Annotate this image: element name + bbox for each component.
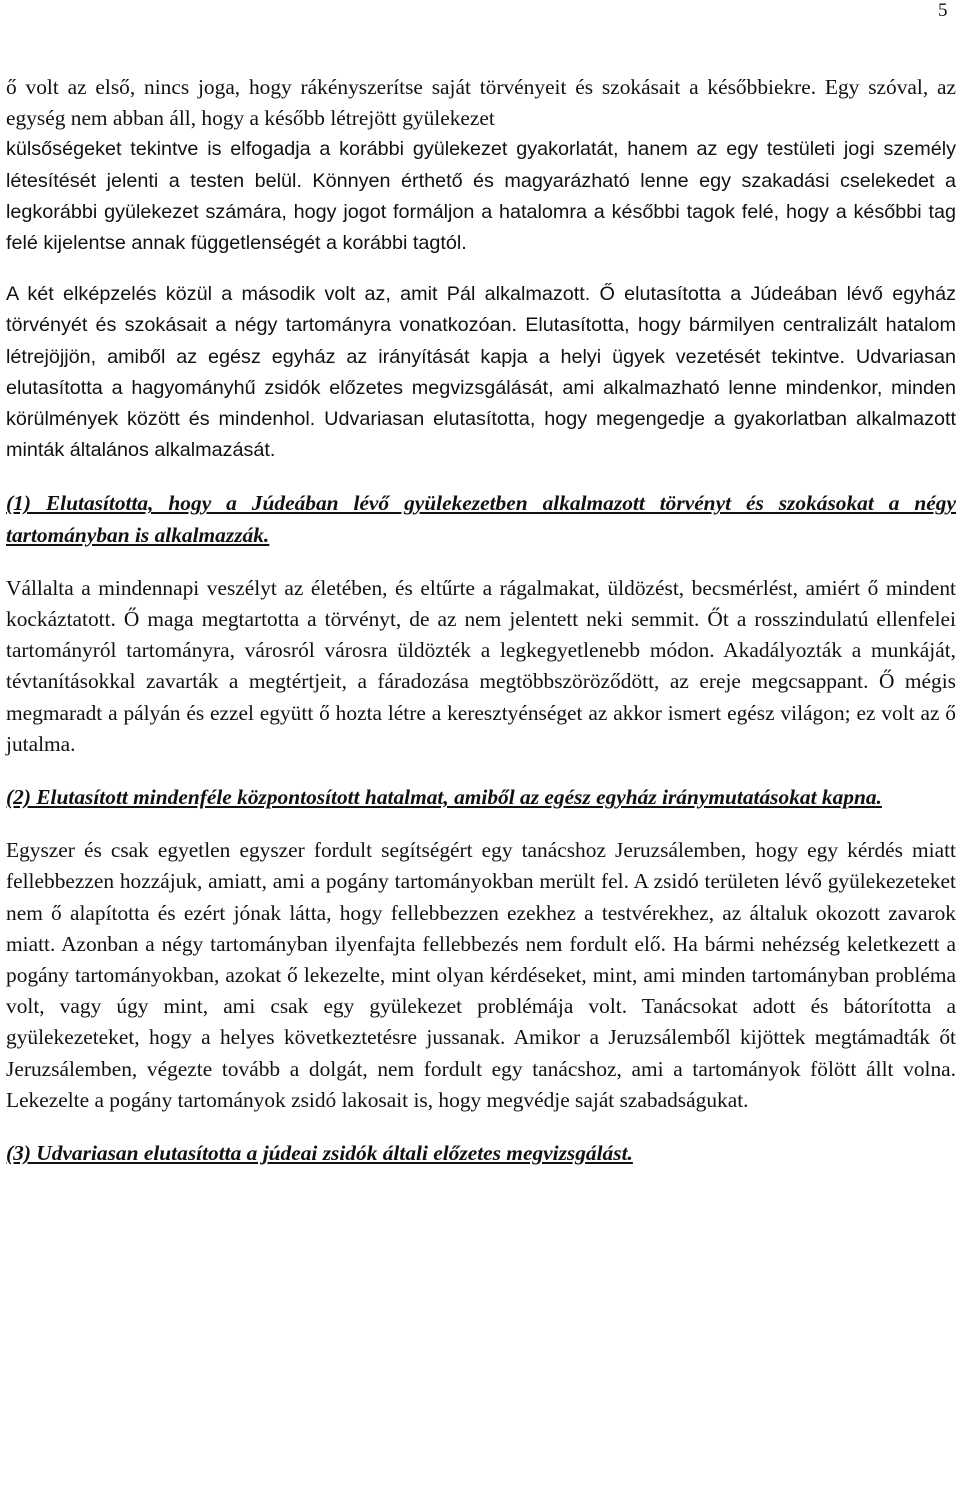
document-body xyxy=(6,72,956,1169)
heading-1: (1) Elutasította, hogy a Júdeában lévő gyülekezetben alkalmazott törvényt és szokásokat a négy tartományban is alkalmazzák. xyxy=(6,491,956,547)
paragraph-1-serif-text: ő volt az első, nincs joga, hogy rákényszerítse saját törvényeit és szokásait a későbbiekre. Egy szóval, az egység nem abban áll, hogy a később létrejött gyülekezet xyxy=(6,75,956,131)
paragraph-2: A két elképzelés közül a második volt az, amit Pál alkalmazott. Ő elutasította a Júdeában lévő egyház törvényét és szokásait a négy tartományra vonatkozóan. Elutasította, hogy bármilyen centralizált hatalom létrejöjjön, amiből az egész egyház az irányítását kapja a helyi ügyek vezetését tekintve. Udvariasan elutasította a hagyományhű zsidók előzetes megvizsgálását, ami alkalmazható lenne mindenkor, minden körülmények között és mindenhol. Udvariasan elutasította, hogy megengedje a gyakorlatban alkalmazott minták általános alkalmazását. xyxy=(6,283,956,462)
paragraph-1 xyxy=(6,72,956,134)
page-number: 5 xyxy=(938,0,948,21)
paragraph-4: Egyszer és csak egyetlen egyszer fordult segítségért egy tanácshoz Jeruzsálemben, hogy egy kérdés miatt fellebbezzen hozzájuk, amiatt, ami a pogány tartományokban merült fel. A zsidó területen lévő gyülekezeteket nem ő alapította és ezért jónak látta, hogy fellebbezzen ezekhez a testvérekhez, az általuk okozott zavarok miatt. Azonban a négy tartományban ilyenfajta fellebbezés nem fordult elő. Ha bármi nehézség keletkezett a pogány tartományokban, azokat ő lekezelte, mint olyan kérdéseket, mint, ami minden tartományban probléma volt, vagy úgy mint, ami csak egy gyülekezet problémája volt. Tanácsokat adott és bátorította a gyülekezeteket, hogy a helyes következtetésre jussanak. Amikor a Jeruzsálemből kijöttek megtámadták őt Jeruzsálemben, végezte tovább a dolgát, nem fordult egy tanácshoz, ami a tartományok fölött állt volna. Lekezelte a pogány tartományok zsidó lakosait is, hogy megvédje saját szabadságukat. xyxy=(6,838,956,1112)
heading-2: (2) Elutasított mindenféle központosított hatalmat, amiből az egész egyház iránymutatásokat kapna. xyxy=(6,785,882,810)
paragraph-3: Vállalta a mindennapi veszélyt az életében, és eltűrte a rágalmakat, üldözést, becsmérlést, amiért ő mindent kockáztatott. Ő maga megtartotta a törvényt, de az nem jelentett neki semmit. Őt a rosszindulatú ellenfelei tartományról tartományra, városról városra üldözték a legkegyetlenebb módon. Akadályozták a munkáját, tévtanításokkal zavarták a megtértjeit, a fáradozása megtöbbszöröződött, az ereje megcsappant. Ő mégis megmaradt a pályán és ezzel együtt ő hozta létre a keresztyénséget az akkor ismert egész világon; ez volt az ő jutalma. xyxy=(6,575,956,756)
paragraph-1-sans xyxy=(6,134,956,259)
heading-3: (3) Udvariasan elutasította a júdeai zsidók általi előzetes megvizsgálást. xyxy=(6,1141,633,1166)
paragraph-1-sans-text: külsőségeket tekintve is elfogadja a korábbi gyülekezet gyakorlatát, hanem az egy testületi jogi személy létesítését jelenti a testen belül. Könnyen érthető és magyarázható lenne egy szakadási cselekedet a legkorábbi gyülekezet számára, hogy jogot formáljon a hatalomra a későbbi tagok felé, hogy a későbbi tag felé kijelentse annak függetlenségét a korábbi tagtól. xyxy=(6,138,956,255)
